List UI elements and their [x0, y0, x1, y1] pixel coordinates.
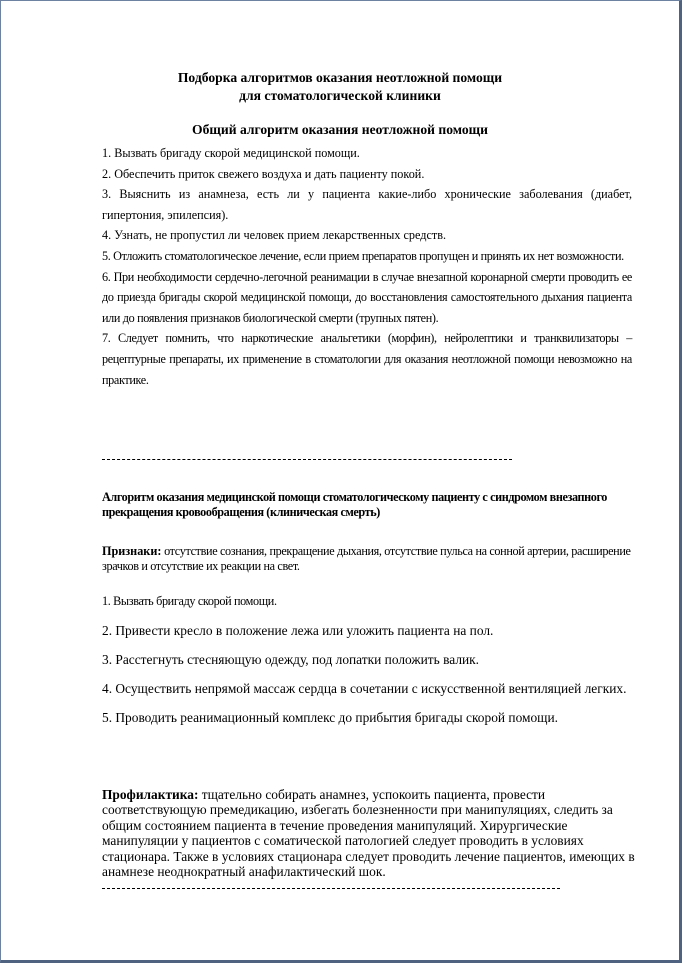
list-item: 2. Привести кресло в положение лежа или уложить пациента на пол. [102, 623, 494, 638]
section-divider [102, 888, 560, 889]
list-item: 1. Вызвать бригаду скорой помощи. [102, 594, 277, 608]
section-divider [102, 459, 512, 460]
list-item: 3. Расстегнуть стесняющую одежду, под лопатки положить валик. [102, 652, 480, 667]
general-algorithm-list [102, 143, 632, 390]
list-item: 4. Осуществить непрямой массаж сердца в сочетании с искусственной вентиляцией легких. [102, 681, 627, 696]
document-title [1, 69, 679, 105]
title-line-1: Подборка алгоритмов оказания неотложной помощи [177, 70, 503, 85]
signs-paragraph [102, 544, 642, 574]
prophylaxis-paragraph [102, 787, 647, 879]
list-item: 1. Вызвать бригаду скорой медицинской помощи. [102, 146, 360, 160]
list-item: 3. Выяснить из анамнеза, есть ли у пациента какие-либо хронические заболевания (диабет, гипертония, эпилепсия). [102, 187, 632, 222]
list-item: 5. Отложить стоматологическое лечение, если прием препаратов пропущен и принять их нет возможности. [102, 248, 624, 263]
signs-label: Признаки: [102, 544, 162, 558]
section-cardiac-arrest-heading: Алгоритм оказания медицинской помощи стоматологическому пациенту с синдромом внезапного прекращения кровообращения (клиническая смерть) [102, 490, 607, 519]
list-item: 7. Следует помнить, что наркотические анальгетики (морфин), нейролептики и транквилизаторы – рецептурные препараты, их применение в стоматологии для оказания неотложной помощи невозможно на практике. [102, 331, 632, 387]
signs-text: отсутствие сознания, прекращение дыхания, отсутствие пульса на сонной артерии, расширение зрачков и отсутствие их реакции на свет. [102, 544, 631, 573]
list-item: 2. Обеспечить приток свежего воздуха и дать пациенту покой. [102, 166, 425, 181]
prophylaxis-label: Профилактика: [102, 787, 199, 802]
title-line-2: для стоматологической клиники [239, 88, 441, 103]
list-item: 5. Проводить реанимационный комплекс до прибытия бригады скорой помощи. [102, 710, 558, 725]
list-item: 4. Узнать, не пропустил ли человек прием лекарственных средств. [102, 228, 446, 243]
prophylaxis-text: тщательно собирать анамнез, успокоить пациента, провести соответствующую премедикацию, избегать болезненности при манипуляциях, следить за общим состоянием пациента в течение проведения манипуляций. Хирургические манипуляции у пациентов с соматической патологией следует проводить в условиях стационара. Также в условиях стационара следует проводить лечение пациентов, имеющих в анамнезе неоднократный анафилактический шок. [102, 787, 635, 880]
section-general-heading: Общий алгоритм оказания неотложной помощи [192, 122, 488, 137]
cardiac-arrest-steps-list [102, 594, 642, 739]
list-item: 6. При необходимости сердечно-легочной реанимации в случае внезапной коронарной смерти проводить ее до приезда бригады скорой медицинской помощи, до восстановления самостоятельного дыхания пациента или до появления признаков биологической смерти (трупных пятен). [102, 269, 632, 325]
